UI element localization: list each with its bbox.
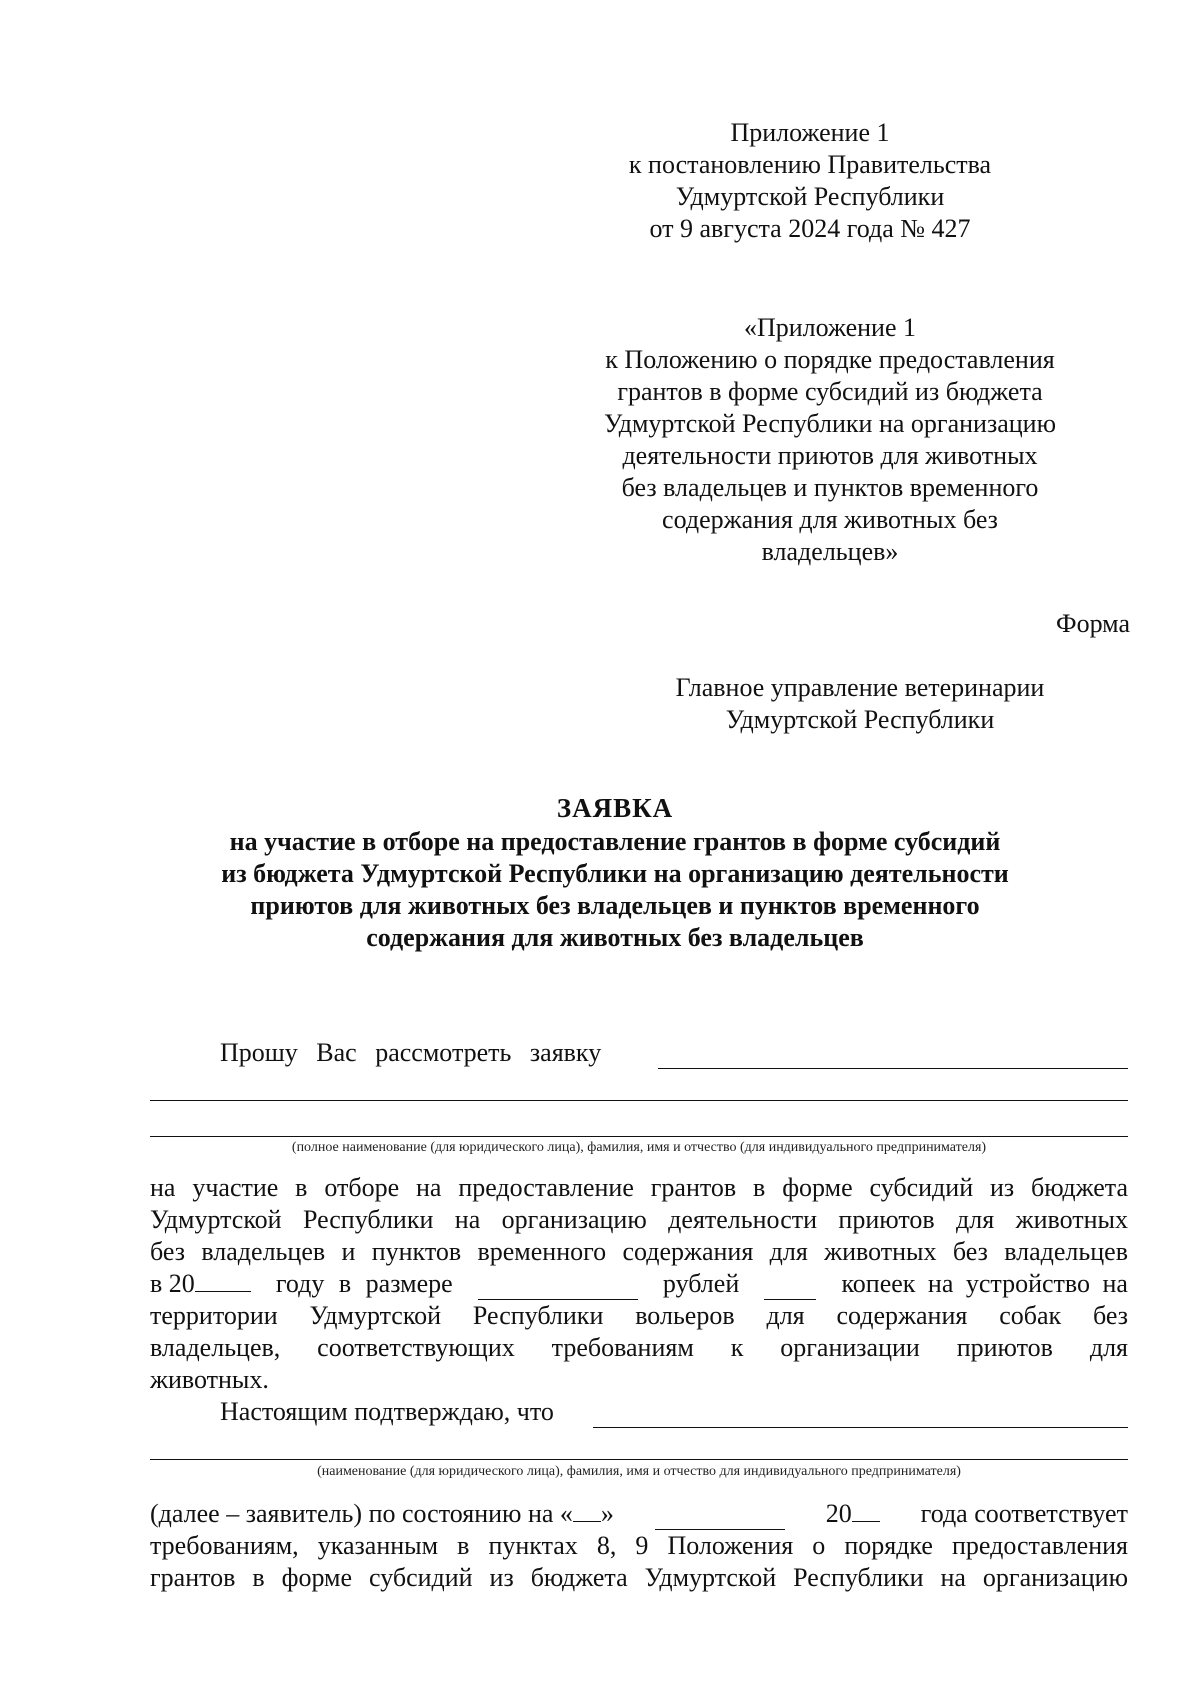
grant-amount-row xyxy=(150,1268,1128,1300)
paragraph-2 xyxy=(150,1498,1128,1594)
paragraph-1-line: владельцев, соответствующих требованиям к организации приютов для xyxy=(150,1333,1128,1362)
request-row xyxy=(220,1037,1128,1069)
paragraph-1-line: территории Удмуртской Республики вольеров для содержания собак без xyxy=(150,1301,1128,1330)
title-line: на участие в отборе на предоставление грантов в форме субсидий xyxy=(229,827,1001,856)
request-lead: Прошу Вас рассмотреть заявку xyxy=(220,1038,602,1067)
position-appendix-line: владельцев» xyxy=(761,537,899,566)
applicant-name-field-line2[interactable] xyxy=(150,1100,1128,1101)
position-appendix-line: без владельцев и пунктов временного xyxy=(621,473,1039,502)
position-appendix-line: к Положению о порядке предоставления xyxy=(605,345,1055,374)
position-appendix-line: «Приложение 1 xyxy=(743,313,917,342)
status-day-field[interactable] xyxy=(573,1499,601,1522)
paragraph-2-line: грантов в форме субсидий из бюджета Удмуртской Республики на организацию xyxy=(150,1563,1128,1592)
document-title xyxy=(150,792,1080,954)
title-line: содержания для животных без владельцев xyxy=(366,923,864,952)
paragraph-1-line: Удмуртской Республики на организацию деятельности приютов для животных xyxy=(150,1205,1128,1234)
paragraph-2-line: требованиям, указанным в пунктах 8, 9 Положения о порядке предоставления xyxy=(150,1531,1128,1560)
paragraph-1-line: на участие в отборе на предоставление грантов в форме субсидий из бюджета xyxy=(150,1173,1128,1202)
appendix-header xyxy=(610,117,1010,245)
confirm-row xyxy=(220,1396,1128,1428)
paragraph-1-line: без владельцев и пунктов временного содержания для животных без владельцев xyxy=(150,1237,1128,1266)
position-appendix-line: грантов в форме субсидий из бюджета xyxy=(617,377,1043,406)
year-prefix: в 20 xyxy=(150,1269,195,1298)
applicant-name-caption: (полное наименование (для юридического лица), фамилия, имя и отчество (для индивидуального предпринимателя) xyxy=(291,1140,987,1155)
appendix-header-line: к постановлению Правительства xyxy=(628,150,992,179)
confirm-lead: Настоящим подтверждаю, что xyxy=(220,1397,554,1426)
paragraph-1 xyxy=(150,1172,1128,1396)
form-label: Форма xyxy=(1056,609,1130,638)
position-appendix-line: содержания для животных без xyxy=(662,505,998,534)
position-appendix-line: Удмуртской Республики на организацию xyxy=(603,409,1057,438)
status-month-field[interactable] xyxy=(655,1507,785,1530)
title-main: ЗАЯВКА xyxy=(556,793,674,823)
year-field[interactable] xyxy=(195,1269,251,1292)
kopecks-label: копеек на устройство на xyxy=(841,1269,1128,1298)
title-line: из бюджета Удмуртской Республики на организацию деятельности xyxy=(221,859,1009,888)
status-date-quote: » xyxy=(600,1499,614,1528)
addressee xyxy=(670,672,1050,736)
applicant-name-confirm-field[interactable] xyxy=(593,1405,1128,1428)
status-year-prefix: 20 xyxy=(825,1499,852,1528)
title-line: приютов для животных без владельцев и пунктов временного xyxy=(250,891,980,920)
addressee-line: Удмуртской Республики xyxy=(725,705,995,734)
status-date-prefix: (далее – заявитель) по состоянию на « xyxy=(150,1499,573,1528)
position-appendix xyxy=(600,312,1060,568)
appendix-header-line: от 9 августа 2024 года № 427 xyxy=(649,214,971,243)
paragraph-1-line: животных. xyxy=(150,1365,269,1394)
amount-rubles-field[interactable] xyxy=(478,1277,638,1300)
position-appendix-line: деятельности приютов для животных xyxy=(622,441,1038,470)
status-date-suffix: года соответствует xyxy=(920,1499,1128,1528)
appendix-header-line: Удмуртской Республики xyxy=(675,182,945,211)
amount-kopecks-field[interactable] xyxy=(764,1277,816,1300)
applicant-name-field[interactable] xyxy=(658,1046,1128,1069)
rubles-label: рублей xyxy=(662,1269,740,1298)
year-suffix: году в размере xyxy=(275,1269,453,1298)
applicant-name-field-line3[interactable] xyxy=(150,1136,1128,1137)
status-date-row xyxy=(150,1498,1128,1530)
appendix-header-line: Приложение 1 xyxy=(730,118,890,147)
addressee-line: Главное управление ветеринарии xyxy=(675,673,1045,702)
applicant-name-confirm-caption: (наименование (для юридического лица), фамилия, имя и отчество для индивидуального предпринимателя) xyxy=(317,1464,961,1479)
status-year-field[interactable] xyxy=(852,1499,880,1522)
applicant-name-confirm-field-line2[interactable] xyxy=(150,1459,1128,1460)
